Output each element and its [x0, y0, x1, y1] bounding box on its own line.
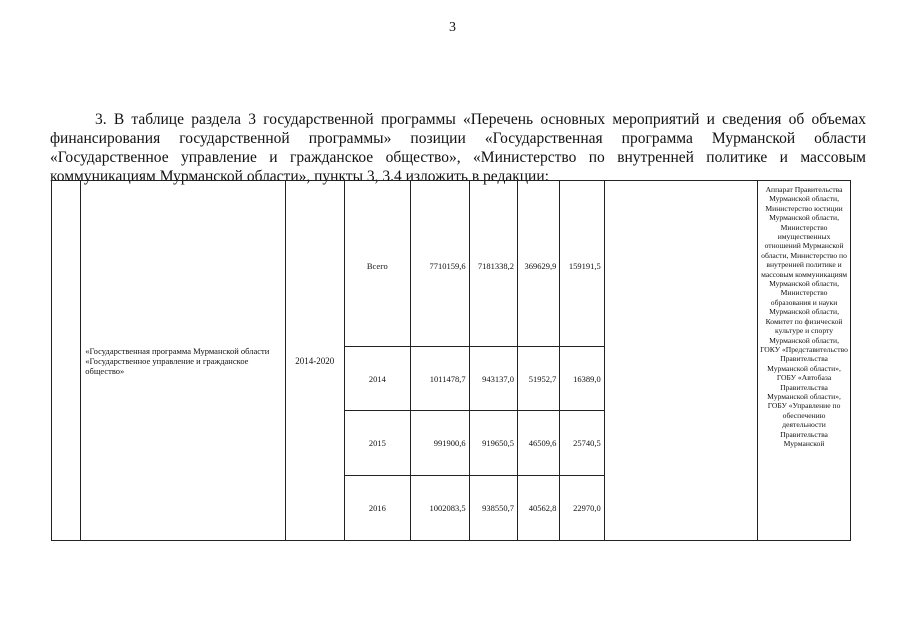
paragraph-line-1: 3. В таблице раздела 3 государственной программы «Перечень основных мероприятий и сведения об объемах: [95, 111, 866, 128]
paragraph-line-2: финансирования государственной программы» позиции «Государственная программа Мурманской области: [50, 130, 866, 147]
value-regional-budget: 46509,6: [518, 411, 560, 476]
program-table: [51, 180, 851, 541]
program-period-cell: 2014-2020: [286, 181, 345, 541]
value-other-sources: 22970,0: [560, 476, 604, 541]
paragraph-line-3: «Государственное управление и гражданское общество», «Министерство по внутренней политике и массовым: [50, 149, 866, 166]
row-label: Всего: [344, 181, 411, 347]
program-name-cell: «Государственная программа Мурманской области «Государственное управление и гражданское общество»: [81, 181, 286, 541]
table-row: [52, 181, 851, 347]
value-regional-budget: 40562,8: [518, 476, 560, 541]
row-label: 2015: [344, 411, 411, 476]
value-total: 7710159,6: [411, 181, 470, 347]
value-federal-budget: 919650,5: [469, 411, 517, 476]
row-label: 2016: [344, 476, 411, 541]
instruction-paragraph: [50, 110, 866, 186]
value-federal-budget: 7181338,2: [469, 181, 517, 347]
value-other-sources: 159191,5: [560, 181, 604, 347]
executors-cell: Аппарат Правительства Мурманской области, Министерство юстиции Мурманской области, Министерство имущественных отношений Мурманской области, Министерство по внутренней политике и массовым коммуникациям Мурманской области, Министерство образования и науки Мурманской области, Комитет по физической культуре и спорту Мурманской области, ГОКУ «Представительство Правительства Мурманской области», ГОБУ «Автобаза Правительства Мурманской области», ГОБУ «Управление по обеспечению деятельности Правительства Мурманской: [758, 181, 851, 541]
paragraph-line-4: коммуникациям Мурманской области», пункты 3, 3.4 изложить в редакции:: [50, 168, 549, 185]
value-other-sources: 16389,0: [560, 347, 604, 411]
empty-column-cell: [604, 181, 757, 541]
value-regional-budget: 369629,9: [518, 181, 560, 347]
value-federal-budget: 938550,7: [469, 476, 517, 541]
value-regional-budget: 51952,7: [518, 347, 560, 411]
value-total: 991900,6: [411, 411, 470, 476]
value-other-sources: 25740,5: [560, 411, 604, 476]
value-total: 1002083,5: [411, 476, 470, 541]
row-label: 2014: [344, 347, 411, 411]
value-federal-budget: 943137,0: [469, 347, 517, 411]
row-number-cell: [52, 181, 81, 541]
value-total: 1011478,7: [411, 347, 470, 411]
page-number: 3: [449, 20, 456, 35]
